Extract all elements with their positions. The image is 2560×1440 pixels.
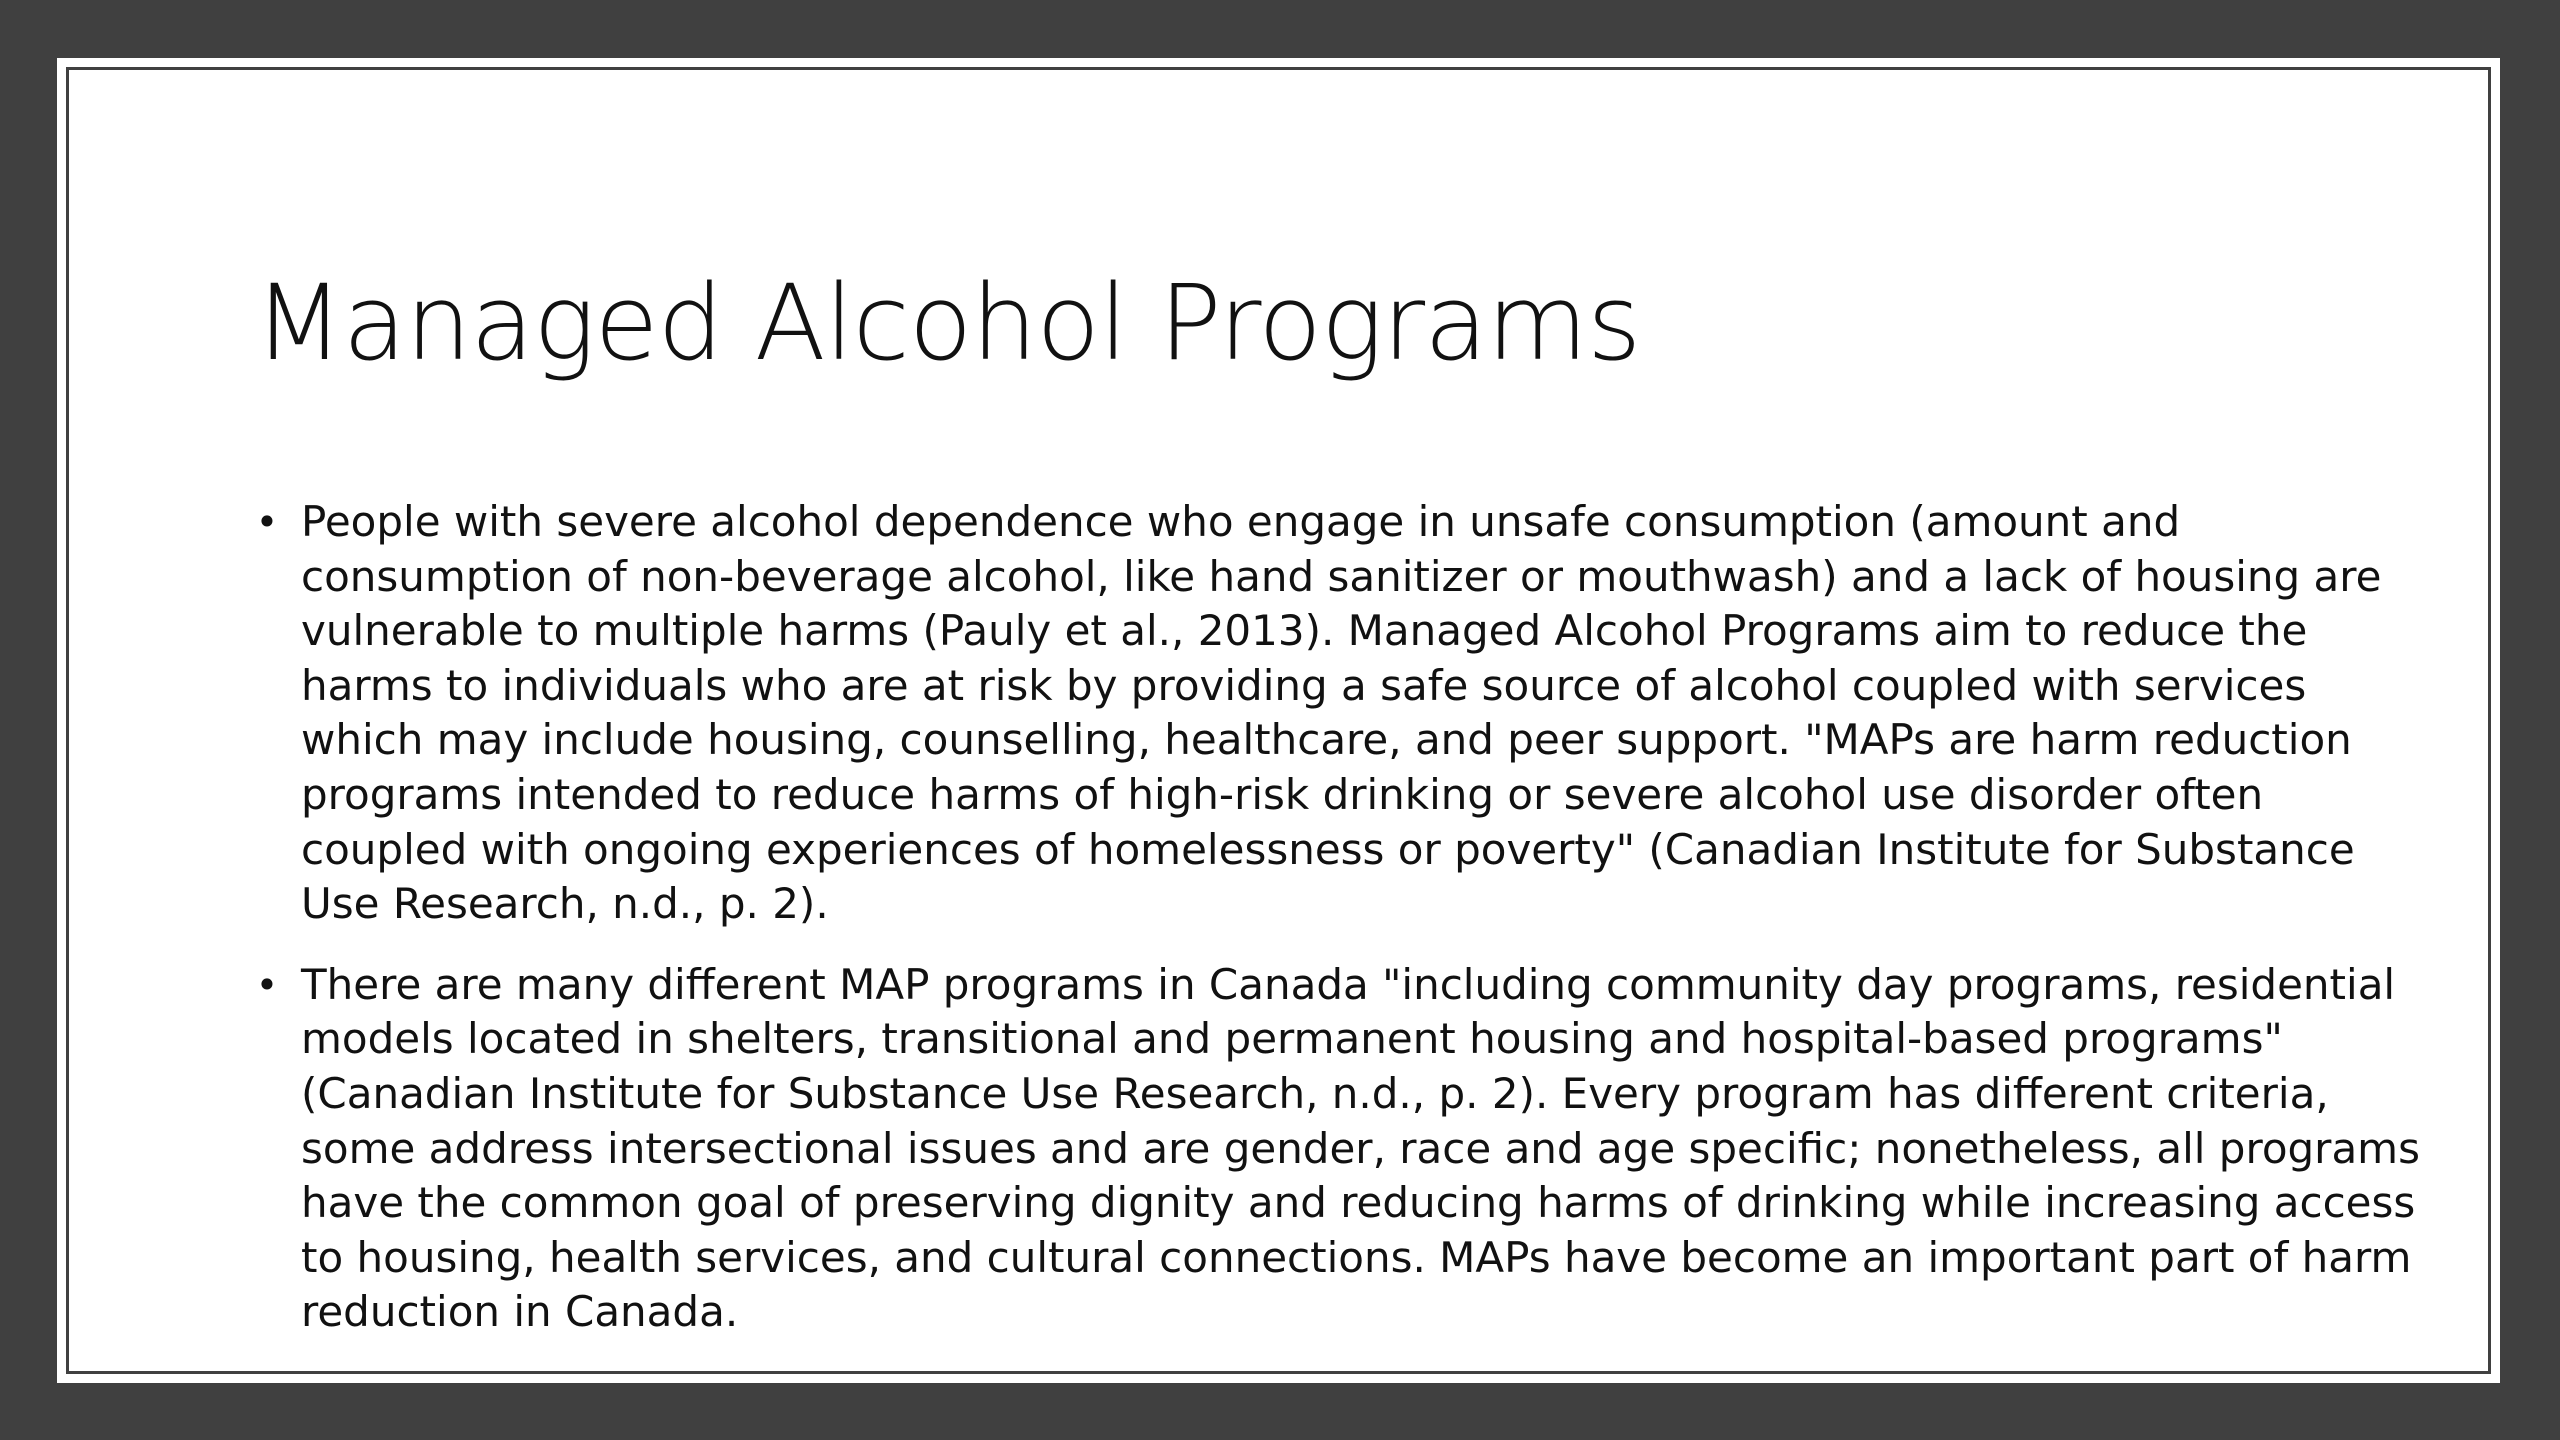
bullet-text: People with severe alcohol dependence who engage in unsafe consumption (amount and consumption of non-beverage alcohol, like hand sanitizer or mouthwash) and a lack of housing are vulnerable to multiple harms (Pauly et al., 2013). Managed Alcohol Programs aim to reduce the harms to individuals who are at risk by providing a safe source of alcohol coupled with services which may include housing, counselling, healthcare, and peer support. "MAPs are harm reduction programs intended to reduce harms of high-risk drinking or severe alcohol use disorder often coupled with ongoing experiences of homelessness or poverty" (Canadian Institute for Substance Use Research, n.d., p. 2). [301,497,2382,929]
slide-frame [54,55,2503,1386]
bullet-icon: • [255,962,279,1007]
bullet-list [253,495,2433,1340]
slide-title: Managed Alcohol Programs [254,262,1641,384]
bullet-icon: • [255,500,279,544]
bullet-text: There are many different MAP programs in Canada "including community day programs, residential models located in shelters, transitional and permanent housing and hospital-based programs" (Canadian Institute for Substance Use Research, n.d., p. 2). Every program has different criteria, some address intersectional issues and are gender, race and age specific; nonetheless, all programs have the common goal of preserving dignity and reducing harms of drinking while increasing access to housing, health services, and cultural connections. MAPs have become an important part of harm reduction in Canada. [301,959,2420,1337]
bullet-item [253,495,2433,932]
bullet-item [253,958,2433,1340]
